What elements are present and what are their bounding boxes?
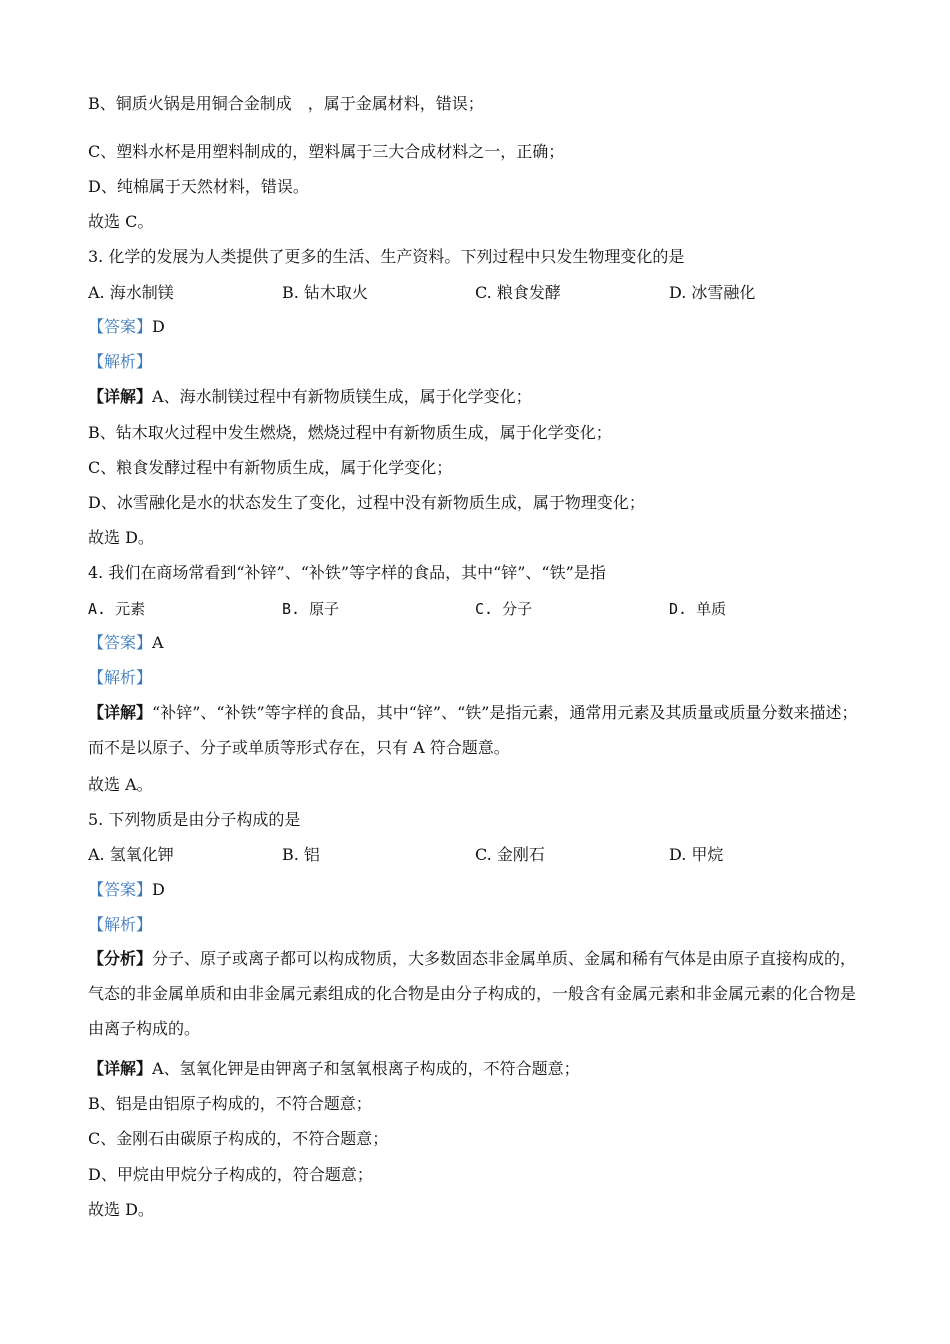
- q3-option-b: B. 钻木取火: [282, 283, 368, 302]
- fenxi-label: 【分析】: [88, 949, 153, 968]
- q4-analysis-label: 【解析】: [88, 668, 153, 687]
- q5-detail-d: D、甲烷由甲烷分子构成的，符合题意；: [88, 1165, 373, 1184]
- q3-detail-b: B、钻木取火过程中发生燃烧，燃烧过程中有新物质生成，属于化学变化；: [88, 423, 612, 442]
- q5-detail-a-text: A、氢氧化钾是由钾离子和氢氧根离子构成的，不符合题意；: [152, 1059, 580, 1078]
- detail-label: 【详解】: [88, 1059, 153, 1078]
- q3-answer-value: D: [152, 317, 165, 336]
- detail-label: 【详解】: [88, 703, 153, 722]
- q4-option-d: D. 单质: [669, 600, 727, 618]
- q3-analysis-label: 【解析】: [88, 352, 153, 371]
- q3-detail-a-text: A、海水制镁过程中有新物质镁生成，属于化学变化；: [152, 387, 532, 406]
- q4-option-c: C. 分子: [475, 600, 533, 618]
- q5-detail-c: C、金刚石由碳原子构成的，不符合题意；: [88, 1129, 389, 1148]
- answer-label: 【答案】: [88, 633, 153, 652]
- q3-option-a: A. 海水制镁: [88, 283, 174, 302]
- q5-option-c: C. 金刚石: [475, 845, 545, 864]
- q5-option-d: D. 甲烷: [669, 845, 724, 864]
- q4-stem: 4. 我们在商场常看到“补锌”、“补铁”等字样的食品，其中“锌”、“铁”是指: [88, 563, 606, 582]
- q4-detail-text: “补锌”、“补铁”等字样的食品，其中“锌”、“铁”是指元素，通常用元素及其质量或质量分数来描述；而不是以原子、分子或单质等形式存在，只有 A 符合题意。: [88, 703, 858, 757]
- q3-option-c: C. 粮食发酵: [475, 283, 561, 302]
- q5-analysis-text: 分子、原子或离子都可以构成物质，大多数固态非金属单质、金属和稀有气体是由原子直接构成的，气态的非金属单质和由非金属元素组成的化合物是由分子构成的，一般含有金属元素和非金属元素的化合物是由离子构成的。: [88, 949, 857, 1038]
- q3-detail-a: [88, 386, 532, 408]
- q5-detail-b: B、铝是由铝原子构成的，不符合题意；: [88, 1094, 372, 1113]
- q5-analysis-label: 【解析】: [88, 915, 153, 934]
- q3-stem: 3. 化学的发展为人类提供了更多的生活、生产资料。下列过程中只发生物理变化的是: [88, 247, 685, 266]
- answer-label: 【答案】: [88, 880, 153, 899]
- q3-detail-c: C、粮食发酵过程中有新物质生成，属于化学变化；: [88, 458, 453, 477]
- q2-conclusion: 故选 C。: [88, 212, 154, 231]
- q4-option-b: B. 原子: [282, 600, 340, 618]
- q2-option-d-explanation: D、纯棉属于天然材料，错误。: [88, 177, 309, 196]
- q3-conclusion: 故选 D。: [88, 528, 154, 547]
- q3-answer: [88, 316, 165, 338]
- q5-answer: [88, 879, 165, 901]
- q5-option-a: A. 氢氧化钾: [88, 845, 174, 864]
- q5-stem: 5. 下列物质是由分子构成的是: [88, 810, 301, 829]
- q5-option-b: B. 铝: [282, 845, 320, 864]
- q5-answer-value: D: [152, 880, 165, 899]
- q4-answer-value: A: [152, 633, 164, 652]
- q2-option-c-explanation: C、塑料水杯是用塑料制成的，塑料属于三大合成材料之一，正确；: [88, 142, 565, 161]
- q4-option-a: A. 元素: [88, 600, 146, 618]
- q3-detail-d: D、冰雪融化是水的状态发生了变化，过程中没有新物质生成，属于物理变化；: [88, 493, 645, 512]
- q5-analysis: [88, 941, 860, 1046]
- q4-conclusion: 故选 A。: [88, 775, 153, 794]
- q4-answer: [88, 632, 164, 654]
- detail-label: 【详解】: [88, 387, 153, 406]
- q4-detail: [88, 695, 860, 765]
- q3-option-d: D. 冰雪融化: [669, 283, 756, 302]
- answer-label: 【答案】: [88, 317, 153, 336]
- q5-conclusion: 故选 D。: [88, 1200, 154, 1219]
- q2-option-b-explanation: B、铜质火锅是用铜合金制成 ，属于金属材料，错误；: [88, 94, 484, 113]
- q5-detail-a: [88, 1058, 580, 1080]
